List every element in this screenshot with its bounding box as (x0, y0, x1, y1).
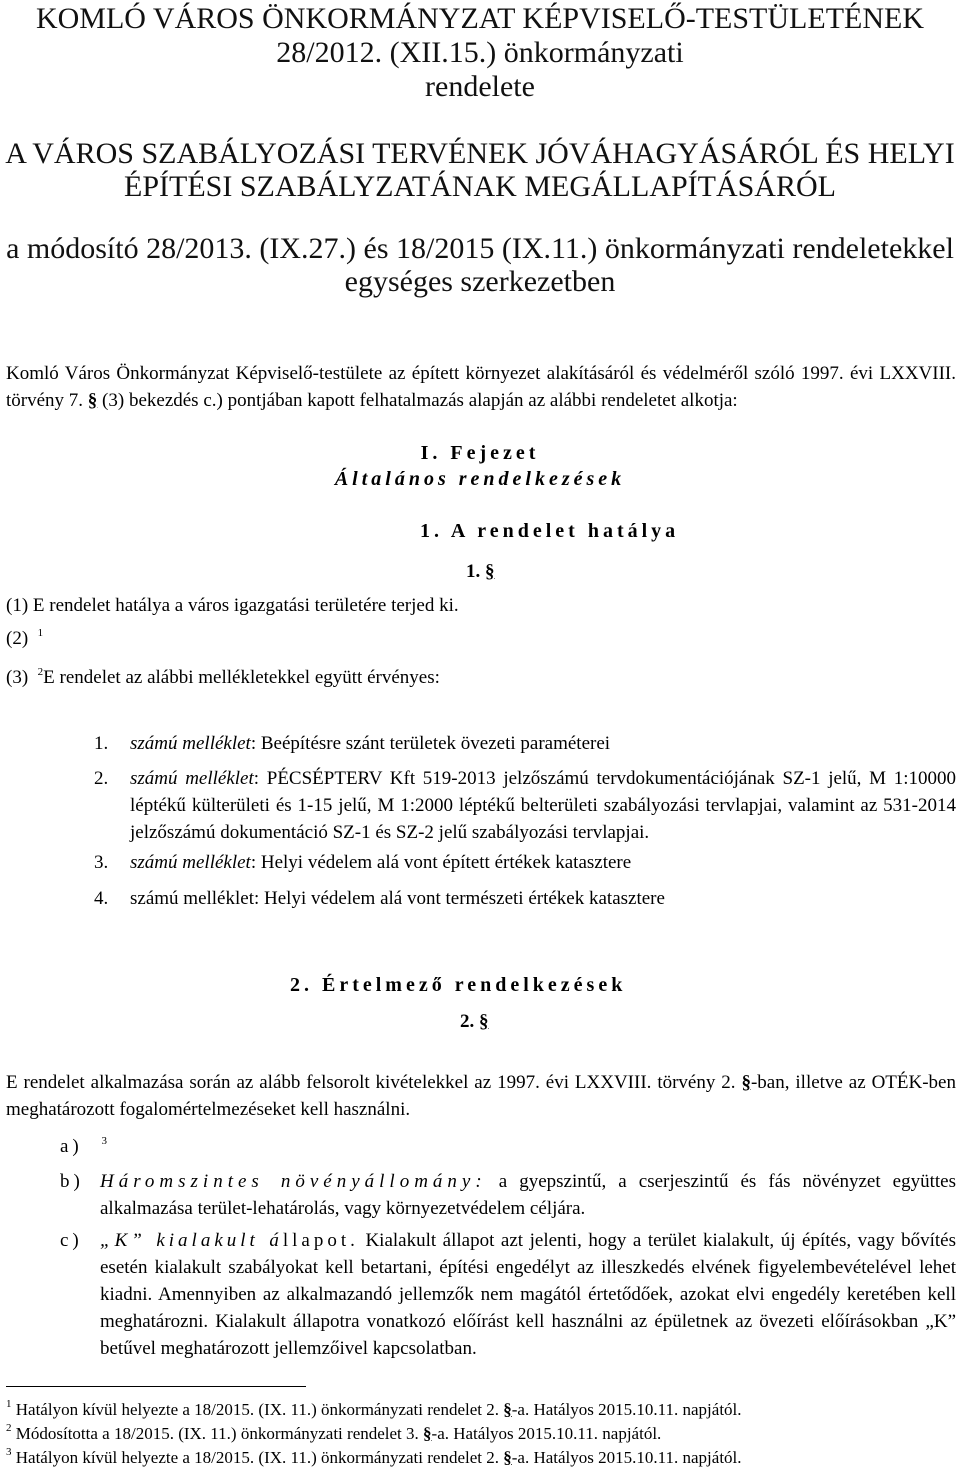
header-line-1: KOMLÓ VÁROS ÖNKORMÁNYZAT KÉPVISELŐ-TESTÜLETÉNEK (35, 2, 925, 35)
preamble-text-2: (3) bekezdés c.) pontjában kapott felhatalmazás alapján az alábbi rendeletet alkotja: (97, 390, 738, 411)
item-c (100, 1227, 956, 1362)
item-a-label (60, 1133, 111, 1160)
intro-symbol: § (741, 1072, 751, 1093)
section-2-intro (6, 1069, 956, 1123)
footnote-1-text: Hatályon kívül helyezte a 18/2015. (IX. 11.) önkormányzati rendelet 2. (15, 1400, 504, 1419)
footnote-1 (6, 1400, 742, 1420)
annex-item-2 (130, 765, 956, 846)
footnote-2-symbol: § (423, 1424, 432, 1443)
item-b-term: Háromszintes növényállomány: (100, 1171, 487, 1192)
annex-3-label: számú melléklet (130, 852, 251, 873)
footnote-separator (6, 1386, 306, 1387)
item-c-term-2: llapot. (282, 1230, 359, 1251)
footnote-ref-3[interactable]: 3 (101, 1135, 112, 1147)
item-c-term: „K” kialakult á (100, 1230, 283, 1251)
annex-item-1 (130, 730, 956, 757)
annex-2-text: : PÉCSÉPTERV Kft 519-2013 jelzőszámú tervdokumentációjának SZ-1 jelű, M 1:10000 léptékű külterületi és 1-15 jelű, M 1:2000 léptékű belterületi szabályozási tervlapjai, valamint az 531-2014 jelzőszámú dokumentáció SZ-1 és SZ-2 jelű szabályozási tervlapjai. (130, 768, 956, 843)
chapter-title: Általános rendelkezések (334, 468, 626, 490)
paragraph-1-number: 1. (466, 561, 481, 582)
paragraph-2-symbol: § (479, 1011, 489, 1032)
chapter-number: I. Fejezet (420, 442, 540, 464)
section-1-title: 1. A rendelet hatálya (420, 520, 680, 542)
footnote-3-text-2: -a. Hatályos 2015.10.11. napjától. (511, 1448, 742, 1467)
annex-number-4: 4. (94, 888, 109, 909)
annex-3-text: : Helyi védelem alá vont épített értékek katasztere (250, 852, 632, 873)
footnote-2-text-2: -a. Hatályos 2015.10.11. napjától. (431, 1424, 662, 1443)
paragraph-1-heading (466, 558, 495, 585)
item-b-text: a gyepszintű, a cserjeszintű és fás növényzet együttes alkalmazása terület-lehatárolás, vagy környezetvédelem céljára. (100, 1171, 956, 1219)
annex-2-label: számú melléklet (130, 768, 254, 789)
footnote-3-text: Hatályon kívül helyezte a 18/2015. (IX. 11.) önkormányzati rendelet 2. (15, 1448, 504, 1467)
amend-line-1: a módosító 28/2013. (IX.27.) és 18/2015 (IX.11.) önkormányzati rendeletekkel (6, 232, 954, 265)
paragraph-2-number: 2. (460, 1011, 475, 1032)
item-a-letter: a) (60, 1136, 83, 1157)
annex-number-3: 3. (94, 852, 109, 873)
intro-text-2: -ban, illetve az OTÉK-ben meghatározott fogalomértelmezéseket kell használni. (6, 1072, 956, 1120)
paragraph-1-symbol: § (485, 561, 495, 582)
header-line-2: 28/2012. (XII.15.) önkormányzati (276, 36, 684, 69)
footnote-1-symbol: § (503, 1400, 512, 1419)
title-line-1: A VÁROS SZABÁLYOZÁSI TERVÉNEK JÓVÁHAGYÁSÁRÓL ÉS HELYI (5, 137, 955, 170)
footnote-3-number: 3 (6, 1446, 12, 1458)
footnote-3-symbol: § (503, 1448, 512, 1467)
annex-1-label: számú melléklet (130, 733, 251, 754)
paragraph-2-heading (460, 1008, 489, 1035)
title-line-2: ÉPÍTÉSI SZABÁLYZATÁNAK MEGÁLLAPÍTÁSÁRÓL (124, 170, 836, 203)
paragraph-1-clause-1: (1) E rendelet hatálya a város igazgatási területére terjed ki. (6, 595, 459, 616)
clause-3-text: E rendelet az alábbi mellékletekkel együtt érvényes: (43, 667, 440, 688)
item-b-label: b) (60, 1171, 84, 1192)
preamble (6, 360, 956, 414)
amend-line-2: egységes szerkezetben (344, 265, 616, 298)
section-symbol: § (87, 390, 98, 411)
item-c-label: c) (60, 1230, 83, 1251)
footnote-2-text: Módosította a 18/2015. (IX. 11.) önkormányzati rendelet 3. (15, 1424, 424, 1443)
section-2-title: 2. Értelmező rendelkezések (290, 974, 627, 996)
annex-1-text: : Beépítésre szánt területek övezeti paraméterei (250, 733, 611, 754)
intro-text-1: E rendelet alkalmazása során az alább felsorolt kivételekkel az 1997. évi LXXVIII. törvény 2. (6, 1072, 742, 1093)
footnote-2-number: 2 (6, 1422, 12, 1434)
footnote-2 (6, 1424, 661, 1444)
footnote-3 (6, 1448, 742, 1468)
footnote-1-number: 1 (6, 1398, 12, 1410)
item-c-text: Kialakult állapot azt jelenti, hogy a terület kialakult, új építés, vagy bővítés esetén kialakult szabályokat kell betartani, építési engedélyt az illeszkedés elvének figyelembevételével lehet kiadni. Amennyiben az alkalmazandó jellemzők nem magától értetődőek, azokat elvi engedély keretében kell meghatározni. Kialakult állapotra vonatkozó előírást kell használni az épületnek az övezeti előírásokban „K” betűvel meghatározott jellemzőivel kapcsolatban. (100, 1230, 957, 1359)
annex-item-3 (130, 849, 956, 876)
paragraph-1-clause-2 (6, 625, 43, 652)
preamble-text: Komló Város Önkormányzat Képviselő-testülete az épített környezet alakításáról és védelméről szóló 1997. évi LXXVIII. törvény 7. (6, 363, 956, 411)
annex-number-2: 2. (94, 768, 109, 789)
clause-3-label: (3) (6, 667, 29, 688)
annex-item-4 (130, 885, 956, 912)
annex-4-text: számú melléklet: Helyi védelem alá vont természeti értékek katasztere (130, 888, 665, 909)
paragraph-1-clause-3 (6, 664, 440, 691)
clause-2-label: (2) (6, 628, 29, 649)
footnote-ref-1[interactable]: 1 (37, 627, 44, 639)
header-line-3: rendelete (425, 70, 535, 103)
footnote-1-text-2: -a. Hatályos 2015.10.11. napjától. (511, 1400, 742, 1419)
item-b (100, 1168, 956, 1222)
footnote-ref-2[interactable]: 2 (37, 666, 44, 678)
annex-number-1: 1. (94, 733, 109, 754)
